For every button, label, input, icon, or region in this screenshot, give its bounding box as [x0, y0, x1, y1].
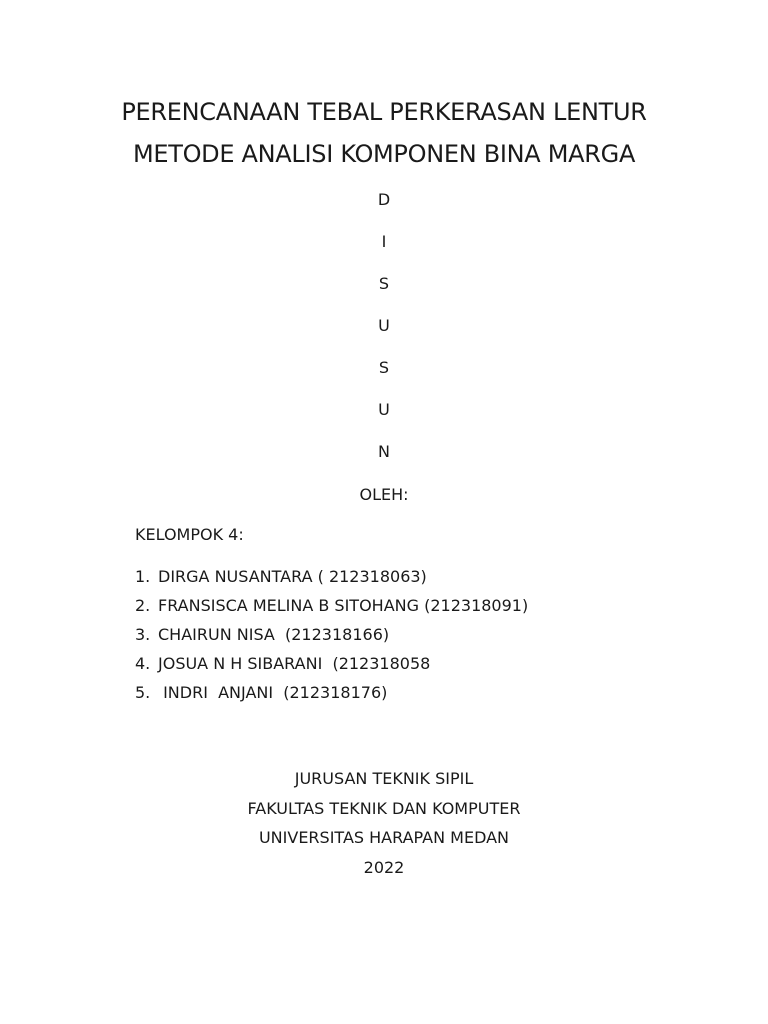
title-line-2: METODE ANALISI KOMPONEN BINA MARGA	[132, 140, 636, 168]
oleh-label: OLEH:	[359, 485, 409, 504]
member-name: INDRI ANJANI (212318176)	[158, 683, 388, 702]
year: 2022	[363, 857, 405, 877]
institution-footer	[0, 766, 768, 884]
disusun-letter: U	[378, 316, 390, 335]
disusun-vertical-text	[0, 187, 768, 481]
member-number: 5.	[135, 683, 151, 702]
member-name: CHAIRUN NISA (212318166)	[158, 625, 390, 644]
member-name: FRANSISCA MELINA B SITOHANG (212318091)	[158, 596, 529, 615]
document-title	[0, 91, 768, 175]
disusun-letter: D	[377, 190, 391, 209]
university-name: UNIVERSITAS HARAPAN MEDAN	[258, 828, 510, 847]
disusun-letter: S	[378, 274, 390, 293]
member-item	[135, 564, 528, 593]
member-item	[135, 651, 528, 680]
member-number: 3.	[135, 625, 151, 644]
group-label: KELOMPOK 4:	[135, 525, 244, 544]
member-number: 2.	[135, 596, 151, 615]
member-item	[135, 622, 528, 651]
member-number: 4.	[135, 654, 151, 673]
member-item	[135, 593, 528, 622]
member-item	[135, 680, 528, 709]
faculty-name: FAKULTAS TEKNIK DAN KOMPUTER	[247, 798, 521, 818]
disusun-letter: S	[378, 358, 390, 377]
disusun-letter: N	[378, 442, 390, 461]
department-name: JURUSAN TEKNIK SIPIL	[294, 769, 474, 788]
member-name: DIRGA NUSANTARA ( 212318063)	[158, 567, 427, 586]
title-line-1: PERENCANAAN TEBAL PERKERASAN LENTUR	[121, 98, 647, 126]
member-number: 1.	[135, 567, 151, 586]
disusun-letter: U	[378, 400, 390, 419]
disusun-letter: I	[381, 232, 387, 251]
member-name: JOSUA N H SIBARANI (212318058	[158, 654, 431, 673]
member-list	[135, 564, 528, 709]
